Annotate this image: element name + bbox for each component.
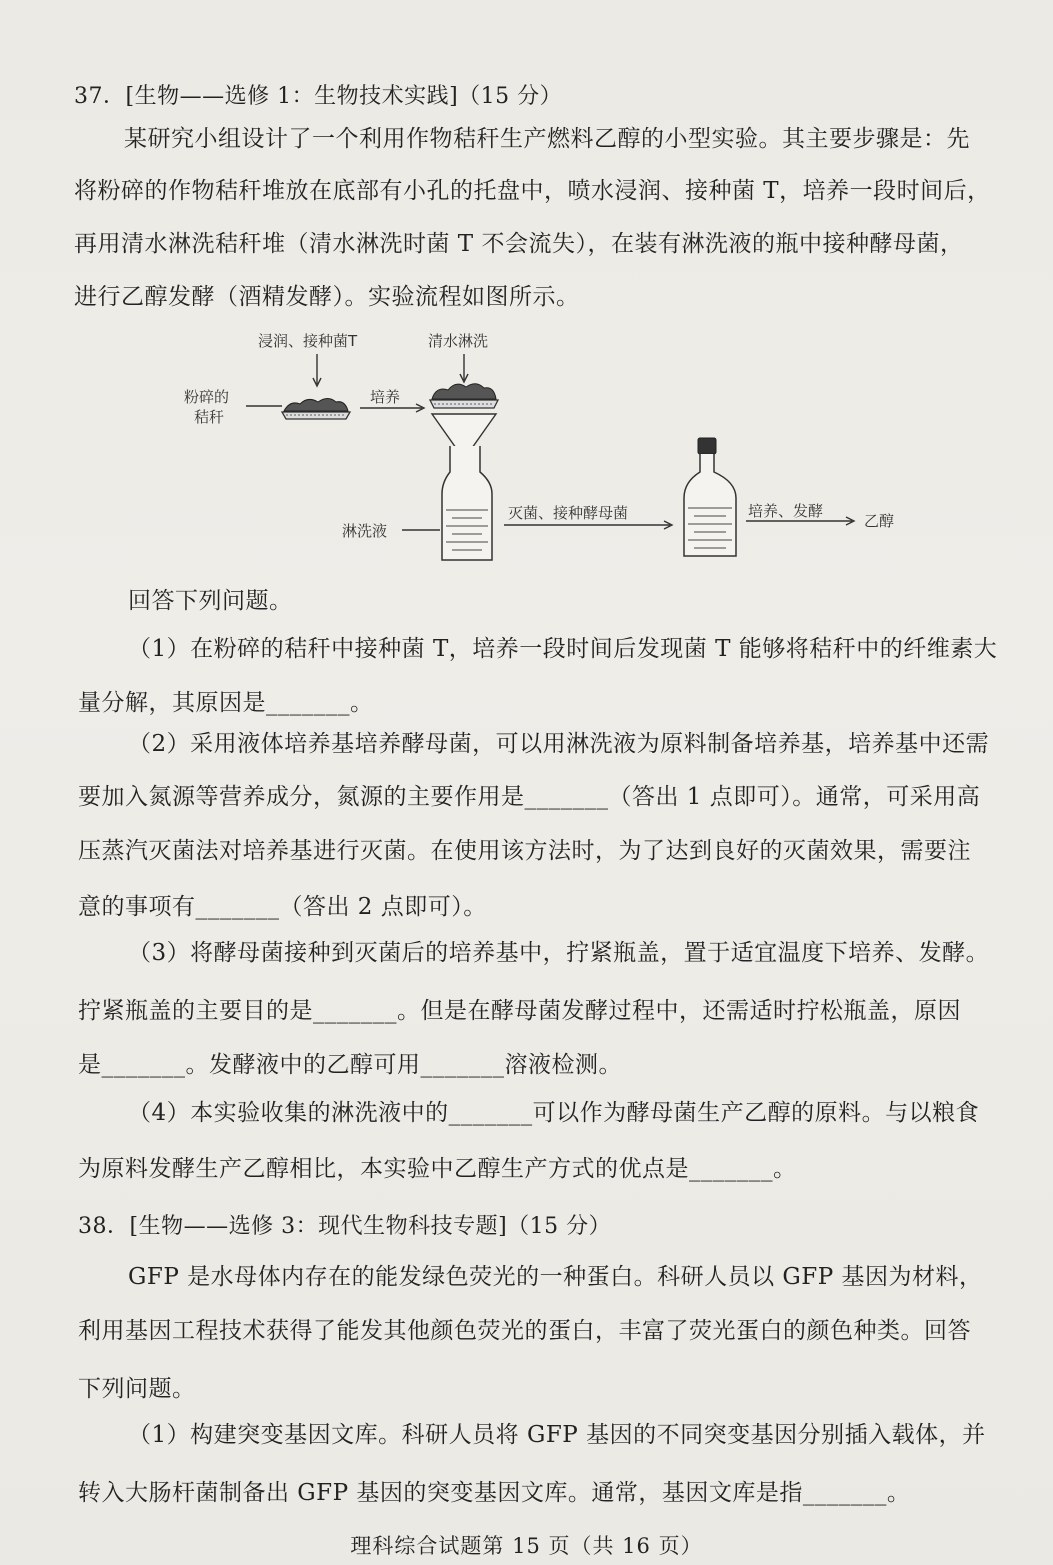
- q38-line: 下列问题。: [78, 1376, 196, 1402]
- q37-part-line: （2）采用液体培养基培养酵母菌，可以用淋洗液为原料制备培养基，培养基中还需: [128, 731, 990, 757]
- label-culture-ferment: 培养、发酵: [748, 502, 824, 520]
- q37-part-line: 要加入氮源等营养成分，氮源的主要作用是_______（答出 1 点即可）。通常，可采用高: [78, 784, 981, 810]
- q37-part-line: 意的事项有_______（答出 2 点即可）。: [78, 894, 487, 920]
- q38-line: （1）构建突变基因文库。科研人员将 GFP 基因的不同突变基因分别插入载体，并: [128, 1422, 986, 1448]
- label-rinse-liquid: 淋洗液: [342, 522, 388, 540]
- q38-line: 利用基因工程技术获得了能发其他颜色荧光的蛋白，丰富了荧光蛋白的颜色种类。回答: [78, 1318, 971, 1344]
- q38-line: 转入大肠杆菌制备出 GFP 基因的突变基因文库。通常，基因文库是指_______。: [78, 1480, 911, 1506]
- down-arrow-icon: [313, 354, 321, 386]
- q37-part-line: （3）将酵母菌接种到灭菌后的培养基中，拧紧瓶盖，置于适宜温度下培养、发酵。: [128, 940, 990, 966]
- q37-part-line: 为原料发酵生产乙醇相比，本实验中乙醇生产方式的优点是_______。: [78, 1156, 797, 1182]
- label-sterilize-inoculate-yeast: 灭菌、接种酵母菌: [508, 504, 629, 522]
- q37-part-line: 量分解，其原因是_______。: [78, 690, 374, 716]
- q37-prompt: 回答下列问题。: [128, 588, 293, 614]
- right-arrow-icon: [504, 521, 672, 529]
- label-ethanol: 乙醇: [864, 512, 895, 530]
- q37-part-line: （4）本实验收集的淋洗液中的_______可以作为酵母菌生产乙醇的原料。与以粮食: [128, 1100, 980, 1126]
- label-crushed-straw-2: 秸秆: [194, 408, 225, 426]
- q37-intro-line: 进行乙醇发酵（酒精发酵）。实验流程如图所示。: [74, 284, 580, 310]
- page-footer: 理科综合试题第 15 页（共 16 页）: [350, 1534, 703, 1558]
- q38-line: GFP 是水母体内存在的能发绿色荧光的一种蛋白。科研人员以 GFP 基因为材料，: [128, 1264, 983, 1290]
- experiment-flow-diagram: [170, 322, 930, 572]
- label-rinse-water: 清水淋洗: [428, 332, 489, 350]
- question-38-heading: 38．[生物——选修 3：现代生物科技专题]（15 分）: [78, 1214, 612, 1239]
- label-crushed-straw-1: 粉碎的: [184, 388, 230, 406]
- label-culture: 培养: [370, 388, 401, 406]
- fermentation-bottle: [684, 438, 736, 556]
- question-37-heading: 37．[生物——选修 1：生物技术实践]（15 分）: [74, 84, 563, 109]
- q37-intro-line: 某研究小组设计了一个利用作物秸秆生产燃料乙醇的小型实验。其主要步骤是：先: [124, 126, 970, 152]
- q37-part-line: 压蒸汽灭菌法对培养基进行灭菌。在使用该方法时，为了达到良好的灭菌效果，需要注: [78, 838, 971, 864]
- q37-part-line: 是_______。发酵液中的乙醇可用_______溶液检测。: [78, 1052, 622, 1078]
- collection-bottle: [442, 446, 492, 560]
- q37-intro-line: 将粉碎的作物秸秆堆放在底部有小孔的托盘中，喷水浸润、接种菌 T，培养一段时间后，: [74, 178, 991, 204]
- q37-part-line: （1）在粉碎的秸秆中接种菌 T，培养一段时间后发现菌 T 能够将秸秆中的纤维素大: [128, 636, 998, 662]
- q37-part-line: 拧紧瓶盖的主要目的是_______。但是在酵母菌发酵过程中，还需适时拧松瓶盖，原因: [78, 998, 961, 1024]
- q37-intro-line: 再用清水淋洗秸秆堆（清水淋洗时菌 T 不会流失），在装有淋洗液的瓶中接种酵母菌，: [74, 231, 964, 257]
- tray-with-straw-2: [430, 384, 498, 408]
- label-soak-inoculate: 浸润、接种菌T: [258, 332, 358, 350]
- down-arrow-icon: [460, 354, 468, 382]
- tray-with-straw-1: [282, 399, 350, 420]
